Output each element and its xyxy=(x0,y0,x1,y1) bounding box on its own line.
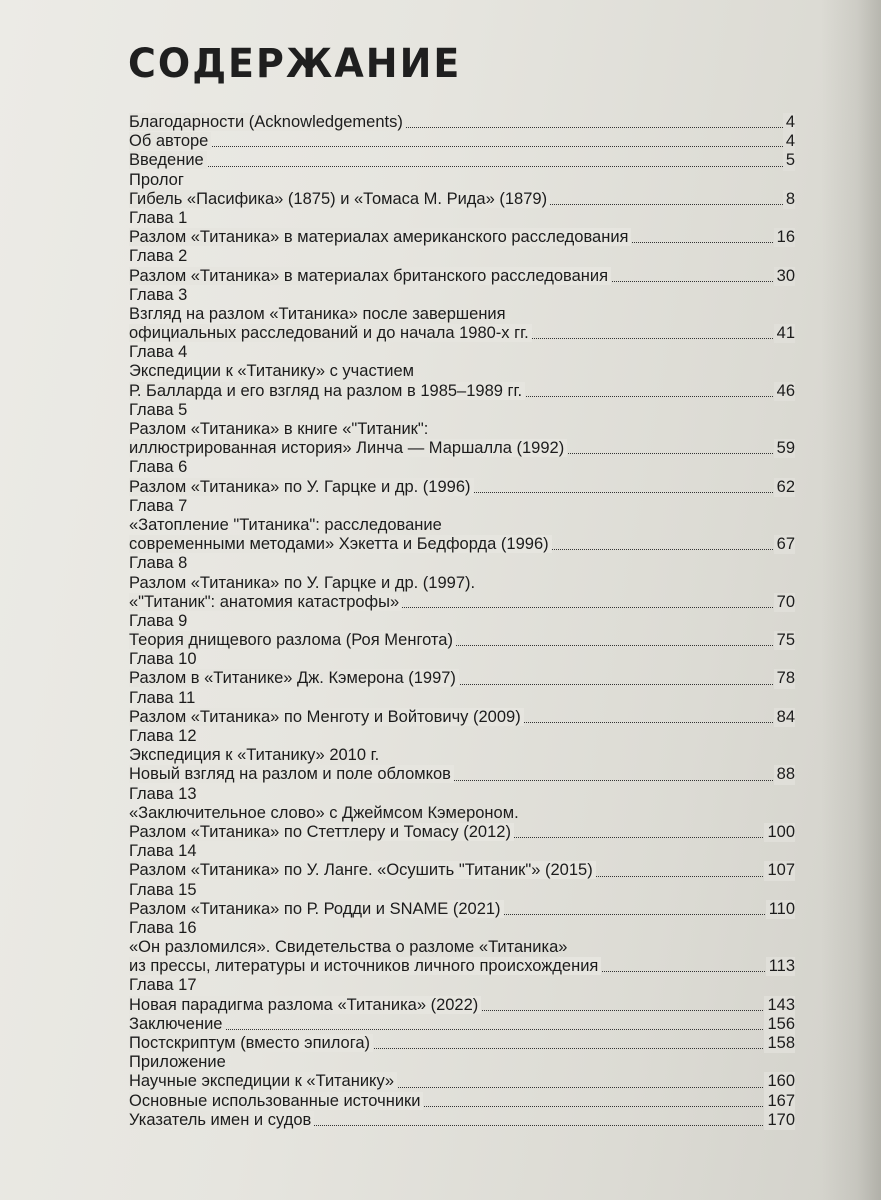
toc-page-number: 4 xyxy=(783,113,795,132)
toc-entry-title: Глава 7 xyxy=(129,496,188,515)
toc-entry xyxy=(129,861,795,880)
toc-entry-title: Глава 12 xyxy=(129,727,197,745)
toc-page-number: 143 xyxy=(764,996,795,1015)
toc-heading xyxy=(129,516,795,535)
toc-entry-title: современными методами» Хэкетта и Бедфорда (1996) xyxy=(129,535,552,553)
toc-page-number: 160 xyxy=(764,1072,795,1091)
toc-heading xyxy=(129,554,795,573)
toc-entry xyxy=(129,996,795,1015)
toc-entry xyxy=(129,823,795,842)
toc-page-number: 67 xyxy=(774,535,795,554)
toc-entry-title: Разлом «Титаника» по У. Гарцке и др. (1997). xyxy=(129,573,476,592)
toc-entry-title: Глава 13 xyxy=(129,784,197,803)
toc-entry xyxy=(129,1015,795,1034)
toc-entry-title: Глава 3 xyxy=(129,285,188,304)
toc-entry-title: официальных расследований и до начала 1980-х гг. xyxy=(129,324,532,342)
toc-entry xyxy=(129,593,795,612)
toc-heading xyxy=(129,746,795,765)
toc-entry xyxy=(129,631,795,650)
toc-page-number: 78 xyxy=(774,669,795,688)
toc-heading xyxy=(129,305,795,324)
toc-heading xyxy=(129,171,795,190)
toc-heading xyxy=(129,286,795,305)
toc-entry xyxy=(129,1072,795,1091)
toc-entry-title: из прессы, литературы и источников личного происхождения xyxy=(129,957,601,975)
toc-entry xyxy=(129,1111,795,1130)
toc-entry-title: Разлом «Титаника» по У. Гарцке и др. (1996) xyxy=(129,478,474,496)
toc-entry-title: Разлом «Титаника» в материалах американского расследования xyxy=(129,228,631,246)
toc-entry-title: Разлом «Титаника» по Стеттлеру и Томасу (2012) xyxy=(129,823,514,841)
page-edge-shadow xyxy=(821,0,881,1200)
toc-entry-title: Об авторе xyxy=(129,132,211,150)
toc-heading xyxy=(129,497,795,516)
toc-heading xyxy=(129,938,795,957)
toc-entry-title: Введение xyxy=(129,151,207,169)
toc-entry-title: Разлом «Титаника» в книге «"Титаник": xyxy=(129,420,429,438)
toc-entry-title: Глава 5 xyxy=(129,400,188,419)
toc-heading xyxy=(129,247,795,266)
table-of-contents xyxy=(129,113,795,1130)
toc-page-number: 100 xyxy=(764,823,795,842)
toc-heading xyxy=(129,1053,795,1072)
toc-heading xyxy=(129,919,795,938)
toc-page-number: 70 xyxy=(774,593,795,612)
toc-page-number: 110 xyxy=(766,900,795,919)
toc-entry-title: Взгляд на разлом «Титаника» после завершения xyxy=(129,304,506,323)
toc-entry xyxy=(129,535,795,554)
toc-entry xyxy=(129,708,795,727)
toc-entry-title: Разлом «Титаника» по У. Ланге. «Осушить "Титаник"» (2015) xyxy=(129,861,596,879)
toc-entry-title: Разлом «Титаника» по Р. Родди и SNAME (2021) xyxy=(129,900,504,918)
toc-entry-title: Указатель имен и судов xyxy=(129,1111,314,1129)
toc-entry xyxy=(129,190,795,209)
toc-page-number: 156 xyxy=(764,1015,795,1034)
toc-entry-title: Глава 8 xyxy=(129,554,188,573)
toc-page-number: 8 xyxy=(783,190,795,209)
toc-entry-title: Новая парадигма разлома «Титаника» (2022) xyxy=(129,996,481,1014)
toc-entry-title: Глава 17 xyxy=(129,976,197,995)
toc-heading xyxy=(129,881,795,900)
toc-heading xyxy=(129,458,795,477)
toc-entry-title: Глава 10 xyxy=(129,650,197,669)
toc-page-number: 88 xyxy=(774,765,795,784)
toc-page-number: 62 xyxy=(774,478,795,497)
toc-entry-title: Научные экспедиции к «Титанику» xyxy=(129,1072,397,1090)
toc-entry-title: Теория днищевого разлома (Роя Менгота) xyxy=(129,631,456,649)
toc-entry xyxy=(129,113,795,132)
toc-heading xyxy=(129,650,795,669)
toc-entry-title: Экспедиции к «Титанику» с участием xyxy=(129,362,415,381)
toc-entry-title: «Заключительное слово» с Джеймсом Кэмероном. xyxy=(129,803,519,822)
toc-heading xyxy=(129,209,795,228)
toc-entry-title: Благодарности (Acknowledgements) xyxy=(129,113,406,131)
toc-page-number: 84 xyxy=(774,708,795,727)
toc-heading xyxy=(129,401,795,420)
toc-entry-title: «Он разломился». Свидетельства о разломе «Титаника» xyxy=(129,938,568,957)
toc-entry-title: Глава 2 xyxy=(129,247,188,266)
toc-heading xyxy=(129,976,795,995)
toc-page-number: 41 xyxy=(774,324,795,343)
toc-entry xyxy=(129,439,795,458)
toc-entry xyxy=(129,151,795,170)
toc-entry-title: Глава 4 xyxy=(129,343,188,362)
toc-page-number: 107 xyxy=(764,861,795,880)
toc-heading xyxy=(129,689,795,708)
toc-entry-title: Глава 9 xyxy=(129,611,188,630)
toc-entry-title: Глава 15 xyxy=(129,880,197,899)
toc-entry-title: «Затопление "Титаника": расследование xyxy=(129,515,442,534)
toc-entry-title: Новый взгляд на разлом и поле обломков xyxy=(129,765,454,783)
toc-entry xyxy=(129,957,795,976)
page-title: СОДЕРЖАНИЕ xyxy=(128,40,462,87)
toc-heading xyxy=(129,785,795,804)
toc-page-number: 16 xyxy=(774,228,795,247)
toc-entry xyxy=(129,267,795,286)
toc-entry xyxy=(129,900,795,919)
toc-entry-title: Р. Балларда и его взгляд на разлом в 1985–1989 гг. xyxy=(129,382,525,400)
toc-heading xyxy=(129,343,795,362)
toc-entry-title: Разлом «Титаника» в материалах британского расследования xyxy=(129,267,611,285)
toc-entry xyxy=(129,478,795,497)
toc-entry-title: Глава 11 xyxy=(129,688,196,707)
toc-entry xyxy=(129,382,795,401)
toc-entry xyxy=(129,228,795,247)
toc-entry xyxy=(129,1034,795,1053)
toc-heading xyxy=(129,842,795,861)
toc-heading xyxy=(129,420,795,439)
toc-entry-title: иллюстрированная история» Линча — Маршалла (1992) xyxy=(129,439,567,457)
toc-entry-title: Постскриптум (вместо эпилога) xyxy=(129,1034,373,1052)
toc-heading xyxy=(129,612,795,631)
toc-page-number: 167 xyxy=(764,1092,795,1111)
toc-entry-title: Глава 14 xyxy=(129,842,197,861)
toc-entry xyxy=(129,669,795,688)
toc-page-number: 5 xyxy=(783,151,795,170)
toc-entry xyxy=(129,1092,795,1111)
toc-entry xyxy=(129,324,795,343)
toc-entry xyxy=(129,765,795,784)
toc-entry-title: Разлом в «Титанике» Дж. Кэмерона (1997) xyxy=(129,669,459,687)
toc-entry-title: Глава 6 xyxy=(129,458,188,477)
toc-heading xyxy=(129,804,795,823)
toc-page-number: 46 xyxy=(774,382,795,401)
toc-entry-title: Глава 16 xyxy=(129,918,197,937)
toc-entry-title: «"Титаник": анатомия катастрофы» xyxy=(129,593,402,611)
toc-page-number: 30 xyxy=(774,267,795,286)
toc-entry-title: Основные использованные источники xyxy=(129,1092,423,1110)
toc-entry-title: Гибель «Пасифика» (1875) и «Томаса М. Рида» (1879) xyxy=(129,190,550,208)
toc-entry xyxy=(129,132,795,151)
toc-entry-title: Глава 1 xyxy=(129,208,188,227)
toc-heading xyxy=(129,727,795,746)
toc-heading xyxy=(129,574,795,593)
toc-entry-title: Заключение xyxy=(129,1015,225,1033)
toc-page-number: 59 xyxy=(774,439,795,458)
toc-page-number: 4 xyxy=(783,132,795,151)
toc-entry-title: Разлом «Титаника» по Менготу и Войтовичу (2009) xyxy=(129,708,524,726)
toc-entry-title: Приложение xyxy=(129,1053,226,1072)
toc-entry-title: Экспедиция к «Титанику» 2010 г. xyxy=(129,746,380,765)
toc-page-number: 75 xyxy=(774,631,795,650)
toc-page-number: 113 xyxy=(766,957,795,976)
toc-entry-title: Пролог xyxy=(129,170,184,189)
toc-page-number: 158 xyxy=(764,1034,795,1053)
toc-page-number: 170 xyxy=(764,1111,795,1130)
toc-heading xyxy=(129,362,795,381)
